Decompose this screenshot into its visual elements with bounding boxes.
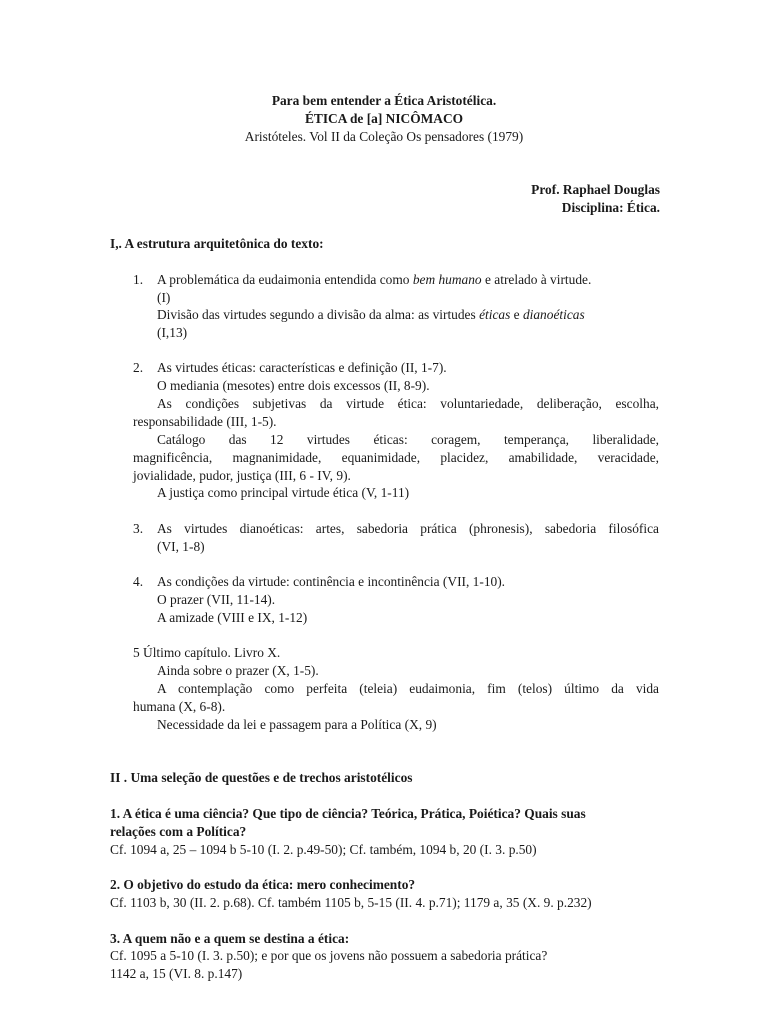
question2-title: 2. O objetivo do estudo da ética: mero conhecimento? bbox=[110, 877, 416, 892]
item1-line2: (I) bbox=[157, 290, 171, 305]
item1-line1: A problemática da eudaimonia entendida como bem humano e atrelado à virtude. bbox=[157, 272, 592, 287]
item2-line3: As condições subjetivas da virtude ética: voluntariedade, deliberação, escolha, bbox=[157, 396, 659, 411]
item5-line4: humana (X, 6-8). bbox=[133, 699, 226, 714]
item4-number: 4. bbox=[133, 574, 144, 589]
question1-line1: 1. A ética é uma ciência? Que tipo de ciência? Teórica, Prática, Poiética? Quais suas bbox=[110, 806, 586, 821]
item1-line4: (I,13) bbox=[157, 325, 188, 340]
question3-reference1: Cf. 1095 a 5-10 (I. 3. p.50); e por que os jovens não possuem a sabedoria prática? bbox=[110, 948, 548, 963]
item4-line3: A amizade (VIII e IX, 1-12) bbox=[157, 610, 308, 625]
item5-line1: 5 Último capítulo. Livro X. bbox=[133, 645, 281, 660]
item5-line2: Ainda sobre o prazer (X, 1-5). bbox=[157, 663, 319, 678]
item2-line8: A justiça como principal virtude ética (V, 1-11) bbox=[157, 485, 410, 500]
item4-line2: O prazer (VII, 11-14). bbox=[157, 592, 276, 607]
item2-line1: As virtudes éticas: características e definição (II, 1-7). bbox=[157, 360, 447, 375]
item2-line5: Catálogo das 12 virtudes éticas: coragem, temperança, liberalidade, bbox=[157, 432, 659, 447]
professor-name: Prof. Raphael Douglas bbox=[531, 182, 660, 197]
item2-line2: O mediania (mesotes) entre dois excessos (II, 8-9). bbox=[157, 378, 430, 393]
question1-reference: Cf. 1094 a, 25 – 1094 b 5-10 (I. 2. p.49-50); Cf. também, 1094 b, 20 (I. 3. p.50) bbox=[110, 842, 537, 857]
item2-line4: responsabilidade (III, 1-5). bbox=[133, 414, 277, 429]
item4-line1: As condições da virtude: continência e incontinência (VII, 1-10). bbox=[157, 574, 506, 589]
item5-line3: A contemplação como perfeita (teleia) eudaimonia, fim (telos) último da vida bbox=[157, 681, 659, 696]
item2-line6: magnificência, magnanimidade, equanimidade, placidez, amabilidade, veracidade, bbox=[133, 450, 659, 465]
item3-number: 3. bbox=[133, 521, 144, 536]
question3-title: 3. A quem não e a quem se destina a ética: bbox=[110, 931, 350, 946]
item3-line1: As virtudes dianoéticas: artes, sabedoria prática (phronesis), sabedoria filosófica bbox=[157, 521, 659, 536]
doc-source: Aristóteles. Vol II da Coleção Os pensadores (1979) bbox=[244, 129, 524, 144]
question1-line2: relações com a Política? bbox=[110, 824, 247, 839]
item1-line3: Divisão das virtudes segundo a divisão da alma: as virtudes éticas e dianoéticas bbox=[157, 307, 585, 322]
item2-number: 2. bbox=[133, 360, 144, 375]
section2-title: II . Uma seleção de questões e de trechos aristotélicos bbox=[110, 770, 413, 785]
doc-header-line1: Para bem entender a Ética Aristotélica. bbox=[271, 93, 497, 108]
question2-reference: Cf. 1103 b, 30 (II. 2. p.68). Cf. também 1105 b, 5-15 (II. 4. p.71); 1179 a, 35 (X. 9. p.232) bbox=[110, 895, 592, 910]
section1-title: I,. A estrutura arquitetônica do texto: bbox=[110, 236, 324, 251]
item3-line2: (VI, 1-8) bbox=[157, 539, 205, 554]
item5-line5: Necessidade da lei e passagem para a Política (X, 9) bbox=[157, 717, 437, 732]
item1-number: 1. bbox=[133, 272, 144, 287]
question3-reference2: 1142 a, 15 (VI. 8. p.147) bbox=[110, 966, 243, 981]
doc-title: ÉTICA de [a] NICÔMACO bbox=[304, 111, 464, 126]
item2-line7: jovialidade, pudor, justiça (III, 6 - IV, 9). bbox=[133, 468, 351, 483]
discipline: Disciplina: Ética. bbox=[561, 200, 660, 215]
